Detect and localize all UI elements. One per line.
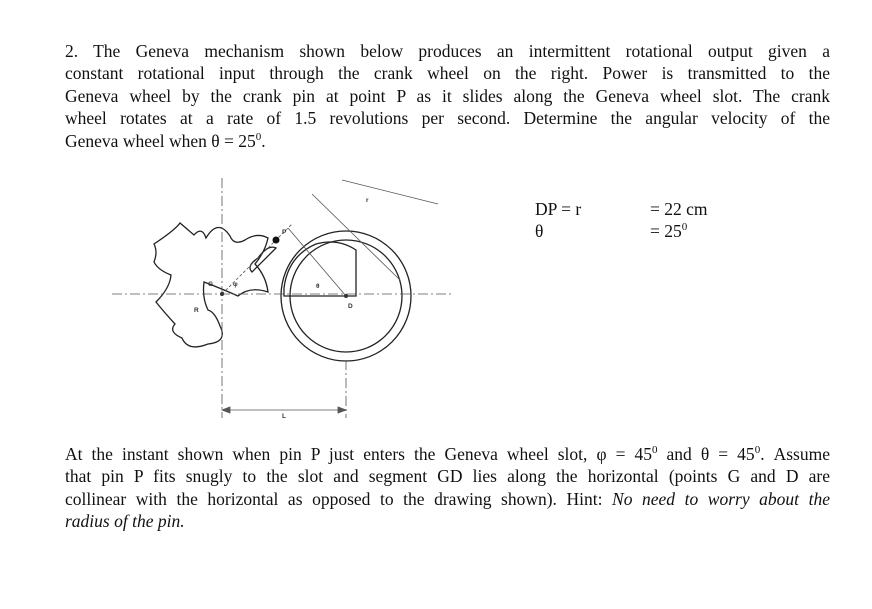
given-dp-label: DP = r [535,199,582,219]
problem-line-5-text: Geneva wheel when θ = 25 [65,130,256,151]
label-R: R [194,307,199,314]
label-p: P [282,229,287,236]
label-g: G [208,281,214,288]
problem-statement [65,40,830,152]
degree-superscript: 0 [255,130,262,143]
hint-text-end: radius of the pin. [65,511,185,532]
hint-text: No need to worry about the [612,488,830,509]
instant-line-1 [65,443,830,465]
label-L: L [282,413,286,420]
problem-line-1: 2. The Geneva mechanism shown below produces an intermittent rotational output given a [65,41,830,61]
dimension-l-arrow-left [222,407,230,413]
instant-line-1-b: and θ = 45 [657,444,755,464]
given-theta-value [650,220,687,242]
label-phi: φ [233,281,238,288]
label-r: r [366,197,369,204]
problem-line-4: wheel rotates at a rate of 1.5 revolutions per second. Determine the angular velocity of the [65,108,830,129]
instant-line-1-c: . Assume [760,444,830,464]
dimension-r-ext [342,180,438,204]
problem-line-2: constant rotational input through the crank wheel on the right. Power is transmitted to the [65,63,830,84]
given-theta-text: = 25 [650,221,682,241]
problem-line-5-end: . [261,130,266,151]
problem-line-5 [65,130,830,152]
degree-superscript: 0 [652,444,658,456]
given-theta-label: θ [535,221,544,241]
degree-superscript: 0 [681,221,688,233]
label-theta: θ [316,283,320,290]
problem-line-3: Geneva wheel by the crank pin at point P as it slides along the Geneva wheel slot. The crank [65,85,830,106]
instant-line-3-a: collinear with the horizontal as opposed to the drawing shown). Hint: [65,488,613,509]
instant-line-1-a: At the instant shown when pin P just enters the Geneva wheel slot, φ = 45 [65,444,652,464]
instant-line-3 [65,488,830,510]
instant-statement [65,443,830,533]
locking-disc [284,242,356,296]
geneva-mechanism-diagram [100,160,460,428]
instant-line-4 [65,510,830,532]
pivot-d [344,294,348,298]
given-dp-value: = 22 cm [650,199,708,219]
instant-line-2: that pin P fits snugly to the slot and segment GD lies along the horizontal (points G and D are [65,466,830,487]
degree-superscript: 0 [754,444,761,456]
label-d: D [348,303,353,310]
pivot-g [220,292,224,296]
dimension-l-arrow-right [338,407,346,413]
crank-pin-p [273,237,280,244]
